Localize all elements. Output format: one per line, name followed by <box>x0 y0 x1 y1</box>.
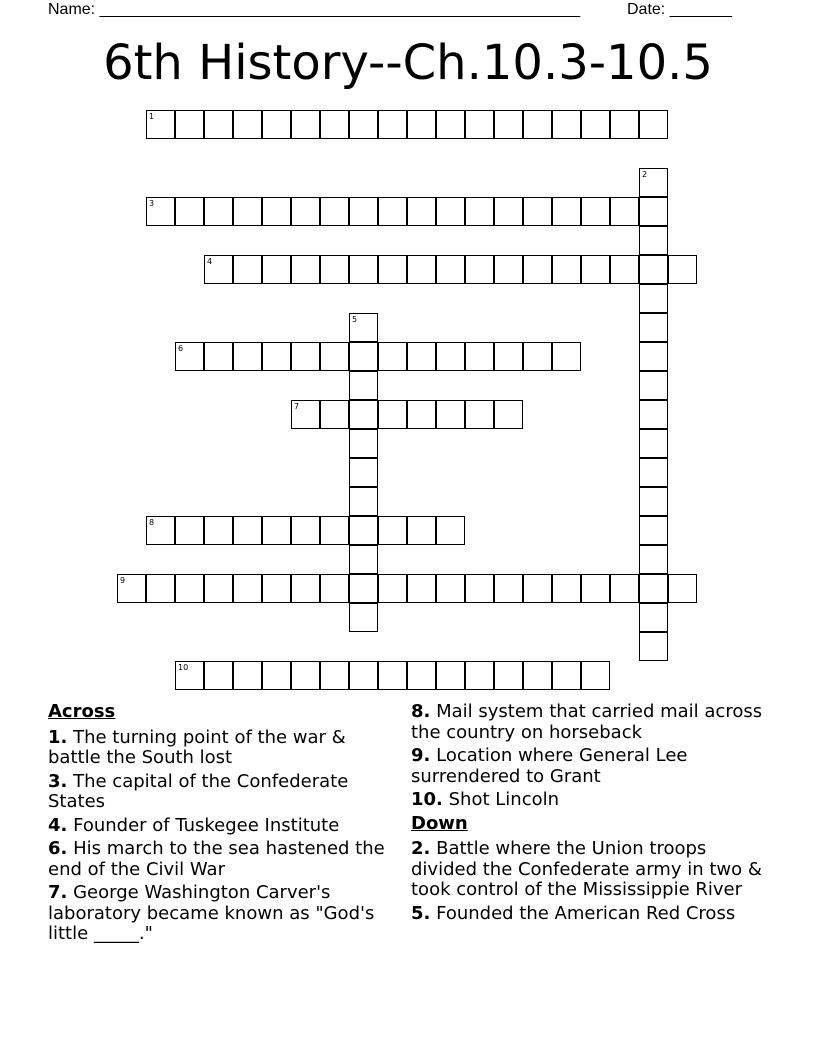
crossword-cell[interactable] <box>436 255 465 284</box>
puzzle-title: 6th History--Ch.10.3-10.5 <box>103 35 713 91</box>
clue-across-7 <box>48 883 393 945</box>
crossword-cell[interactable] <box>407 400 436 429</box>
crossword-cell[interactable] <box>494 400 523 429</box>
crossword-cell[interactable] <box>291 516 320 545</box>
crossword-cell[interactable] <box>204 574 233 603</box>
crossword-cell[interactable] <box>262 661 291 690</box>
down-heading: Down <box>411 812 468 834</box>
cell-number: 9 <box>120 576 126 585</box>
crossword-cell[interactable] <box>262 255 291 284</box>
crossword-cell[interactable] <box>291 400 320 429</box>
crossword-cell[interactable] <box>349 400 378 429</box>
crossword-cell[interactable] <box>639 197 668 226</box>
crossword-cell[interactable] <box>639 603 668 632</box>
crossword-cell[interactable] <box>639 168 668 197</box>
clue-across-8 <box>411 702 771 743</box>
crossword-cell[interactable] <box>668 255 697 284</box>
crossword-cell[interactable] <box>378 661 407 690</box>
crossword-cell[interactable] <box>436 516 465 545</box>
across-heading: Across <box>48 701 116 722</box>
crossword-cell[interactable] <box>204 255 233 284</box>
crossword-cell[interactable] <box>407 110 436 139</box>
cell-number: 10 <box>178 663 189 672</box>
crossword-cell[interactable] <box>349 516 378 545</box>
cell-number: 5 <box>352 315 358 324</box>
crossword-cell[interactable] <box>175 197 204 226</box>
crossword-cell[interactable] <box>291 110 320 139</box>
clue-number: 2. <box>411 838 431 859</box>
crossword-cell[interactable] <box>175 574 204 603</box>
clues-column-right <box>411 702 771 927</box>
clue-text: Shot Lincoln <box>448 789 560 810</box>
crossword-cell[interactable] <box>639 284 668 313</box>
crossword-cell[interactable] <box>465 400 494 429</box>
crossword-cell[interactable] <box>320 661 349 690</box>
crossword-cell[interactable] <box>291 661 320 690</box>
crossword-cell[interactable] <box>233 197 262 226</box>
crossword-cell[interactable] <box>291 574 320 603</box>
crossword-cell[interactable] <box>291 197 320 226</box>
crossword-cell[interactable] <box>378 400 407 429</box>
crossword-cell[interactable] <box>378 516 407 545</box>
clue-across-6 <box>48 839 393 880</box>
crossword-cell[interactable] <box>552 110 581 139</box>
clue-text: Mail system that carried mail across the country on horseback <box>411 701 763 743</box>
crossword-cell[interactable] <box>262 197 291 226</box>
clue-across-9 <box>411 746 771 787</box>
crossword-cell[interactable] <box>378 197 407 226</box>
crossword-cell[interactable] <box>581 110 610 139</box>
crossword-cell[interactable] <box>494 255 523 284</box>
crossword-cell[interactable] <box>639 255 668 284</box>
crossword-cell[interactable] <box>581 197 610 226</box>
crossword-cell[interactable] <box>349 255 378 284</box>
clue-number: 6. <box>48 838 68 859</box>
clue-across-1 <box>48 728 393 769</box>
crossword-cell[interactable] <box>349 545 378 574</box>
crossword-cell[interactable] <box>320 110 349 139</box>
crossword-cell[interactable] <box>407 661 436 690</box>
clue-text: Founder of Tuskegee Institute <box>73 814 340 836</box>
cell-number: 7 <box>294 402 300 411</box>
cell-number: 8 <box>149 518 155 527</box>
crossword-cell[interactable] <box>436 197 465 226</box>
crossword-cell[interactable] <box>204 661 233 690</box>
crossword-cell[interactable] <box>523 342 552 371</box>
clue-text: The turning point of the war & battle the South lost <box>48 726 346 768</box>
crossword-cell[interactable] <box>349 574 378 603</box>
crossword-cell[interactable] <box>465 197 494 226</box>
clue-number: 8. <box>411 701 431 722</box>
crossword-cell[interactable] <box>233 574 262 603</box>
crossword-cell[interactable] <box>146 516 175 545</box>
crossword-cell[interactable] <box>175 342 204 371</box>
crossword-cell[interactable] <box>552 197 581 226</box>
crossword-cell[interactable] <box>349 342 378 371</box>
crossword-cell[interactable] <box>552 342 581 371</box>
crossword-cell[interactable] <box>233 255 262 284</box>
crossword-cell[interactable] <box>320 574 349 603</box>
cell-number: 1 <box>149 112 155 121</box>
clue-across-3 <box>48 772 393 813</box>
crossword-cell[interactable] <box>639 458 668 487</box>
clue-text: His march to the sea hastened the end of the Civil War <box>48 838 385 880</box>
clue-text: Location where General Lee surrendered to Grant <box>411 745 688 787</box>
crossword-cell[interactable] <box>291 342 320 371</box>
crossword-cell[interactable] <box>407 516 436 545</box>
crossword-cell[interactable] <box>552 255 581 284</box>
clue-number: 1. <box>48 726 68 748</box>
crossword-cell[interactable] <box>349 458 378 487</box>
crossword-cell[interactable] <box>407 255 436 284</box>
clue-down-2 <box>411 839 771 901</box>
crossword-cell[interactable] <box>436 574 465 603</box>
crossword-cell[interactable] <box>320 400 349 429</box>
crossword-cell[interactable] <box>146 197 175 226</box>
clue-number: 7. <box>48 882 68 903</box>
crossword-cell[interactable] <box>639 487 668 516</box>
crossword-cell[interactable] <box>523 110 552 139</box>
crossword-cell[interactable] <box>407 574 436 603</box>
crossword-cell[interactable] <box>494 342 523 371</box>
crossword-cell[interactable] <box>639 400 668 429</box>
crossword-cell[interactable] <box>204 516 233 545</box>
crossword-cell[interactable] <box>349 110 378 139</box>
crossword-cell[interactable] <box>117 574 146 603</box>
crossword-cell[interactable] <box>581 255 610 284</box>
crossword-cell[interactable] <box>639 371 668 400</box>
crossword-cell[interactable] <box>581 574 610 603</box>
crossword-cell[interactable] <box>349 487 378 516</box>
crossword-cell[interactable] <box>465 342 494 371</box>
crossword-cell[interactable] <box>320 197 349 226</box>
crossword-cell[interactable] <box>349 429 378 458</box>
clue-number: 5. <box>411 902 431 924</box>
crossword-cell[interactable] <box>523 197 552 226</box>
clue-down-5 <box>411 904 771 925</box>
clue-number: 3. <box>48 770 68 792</box>
crossword-cell[interactable] <box>233 342 262 371</box>
clue-number: 9. <box>411 745 431 766</box>
crossword-cell[interactable] <box>639 574 668 603</box>
crossword-cell[interactable] <box>639 342 668 371</box>
crossword-cell[interactable] <box>436 110 465 139</box>
crossword-cell[interactable] <box>436 400 465 429</box>
crossword-cell[interactable] <box>465 110 494 139</box>
clue-number: 10. <box>411 789 443 810</box>
crossword-cell[interactable] <box>349 371 378 400</box>
clue-text: Founded the American Red Cross <box>436 902 736 924</box>
crossword-cell[interactable] <box>581 661 610 690</box>
crossword-cell[interactable] <box>233 516 262 545</box>
crossword-cell[interactable] <box>378 342 407 371</box>
name-field: Name: ______________________________________________________ <box>48 1 581 18</box>
crossword-cell[interactable] <box>349 661 378 690</box>
crossword-cell[interactable] <box>204 197 233 226</box>
crossword-cell[interactable] <box>320 342 349 371</box>
crossword-cell[interactable] <box>407 197 436 226</box>
cell-number: 6 <box>178 344 184 353</box>
crossword-cell[interactable] <box>639 110 668 139</box>
crossword-cell[interactable] <box>639 429 668 458</box>
crossword-cell[interactable] <box>610 110 639 139</box>
clue-across-10 <box>411 790 771 811</box>
crossword-cell[interactable] <box>552 574 581 603</box>
crossword-cell[interactable] <box>291 255 320 284</box>
crossword-cell[interactable] <box>639 313 668 342</box>
crossword-cell[interactable] <box>436 661 465 690</box>
crossword-cell[interactable] <box>320 516 349 545</box>
crossword-cell[interactable] <box>175 661 204 690</box>
crossword-cell[interactable] <box>175 516 204 545</box>
crossword-cell[interactable] <box>378 255 407 284</box>
crossword-cell[interactable] <box>610 197 639 226</box>
clues-column-left <box>48 702 393 948</box>
crossword-cell[interactable] <box>465 255 494 284</box>
crossword-cell[interactable] <box>378 574 407 603</box>
crossword-cell[interactable] <box>320 255 349 284</box>
crossword-cell[interactable] <box>465 574 494 603</box>
clue-text: George Washington Carver's laboratory became known as "God's little _____." <box>48 882 375 944</box>
crossword-cell[interactable] <box>494 110 523 139</box>
crossword-cell[interactable] <box>552 661 581 690</box>
crossword-cell[interactable] <box>349 197 378 226</box>
crossword-cell[interactable] <box>262 574 291 603</box>
crossword-cell[interactable] <box>610 255 639 284</box>
crossword-cell[interactable] <box>523 661 552 690</box>
clue-across-4 <box>48 816 393 837</box>
crossword-cell[interactable] <box>204 110 233 139</box>
cell-number: 4 <box>207 257 213 266</box>
cell-number: 3 <box>149 199 155 208</box>
crossword-cell[interactable] <box>378 110 407 139</box>
crossword-cell[interactable] <box>465 661 494 690</box>
crossword-cell[interactable] <box>233 110 262 139</box>
crossword-cell[interactable] <box>146 110 175 139</box>
crossword-cell[interactable] <box>146 574 175 603</box>
crossword-cell[interactable] <box>523 574 552 603</box>
crossword-cell[interactable] <box>523 255 552 284</box>
crossword-cell[interactable] <box>204 342 233 371</box>
crossword-cell[interactable] <box>349 313 378 342</box>
crossword-cell[interactable] <box>233 661 262 690</box>
clue-text: The capital of the Confederate States <box>48 770 349 812</box>
crossword-cell[interactable] <box>610 574 639 603</box>
crossword-cell[interactable] <box>349 603 378 632</box>
clue-text: Battle where the Union troops divided the Confederate army in two & took control of the Mississippie River <box>411 838 762 900</box>
date-field: Date: _______ <box>627 1 732 18</box>
crossword-cell[interactable] <box>639 545 668 574</box>
crossword-cell[interactable] <box>494 661 523 690</box>
crossword-cell[interactable] <box>668 574 697 603</box>
crossword-cell[interactable] <box>494 197 523 226</box>
crossword-cell[interactable] <box>639 632 668 661</box>
crossword-cell[interactable] <box>262 342 291 371</box>
crossword-cell[interactable] <box>407 342 436 371</box>
crossword-cell[interactable] <box>262 110 291 139</box>
crossword-cell[interactable] <box>175 110 204 139</box>
crossword-cell[interactable] <box>494 574 523 603</box>
crossword-cell[interactable] <box>639 226 668 255</box>
crossword-cell[interactable] <box>436 342 465 371</box>
crossword-cell[interactable] <box>639 516 668 545</box>
crossword-cell[interactable] <box>262 516 291 545</box>
cell-number: 2 <box>642 170 648 179</box>
clue-number: 4. <box>48 814 68 836</box>
